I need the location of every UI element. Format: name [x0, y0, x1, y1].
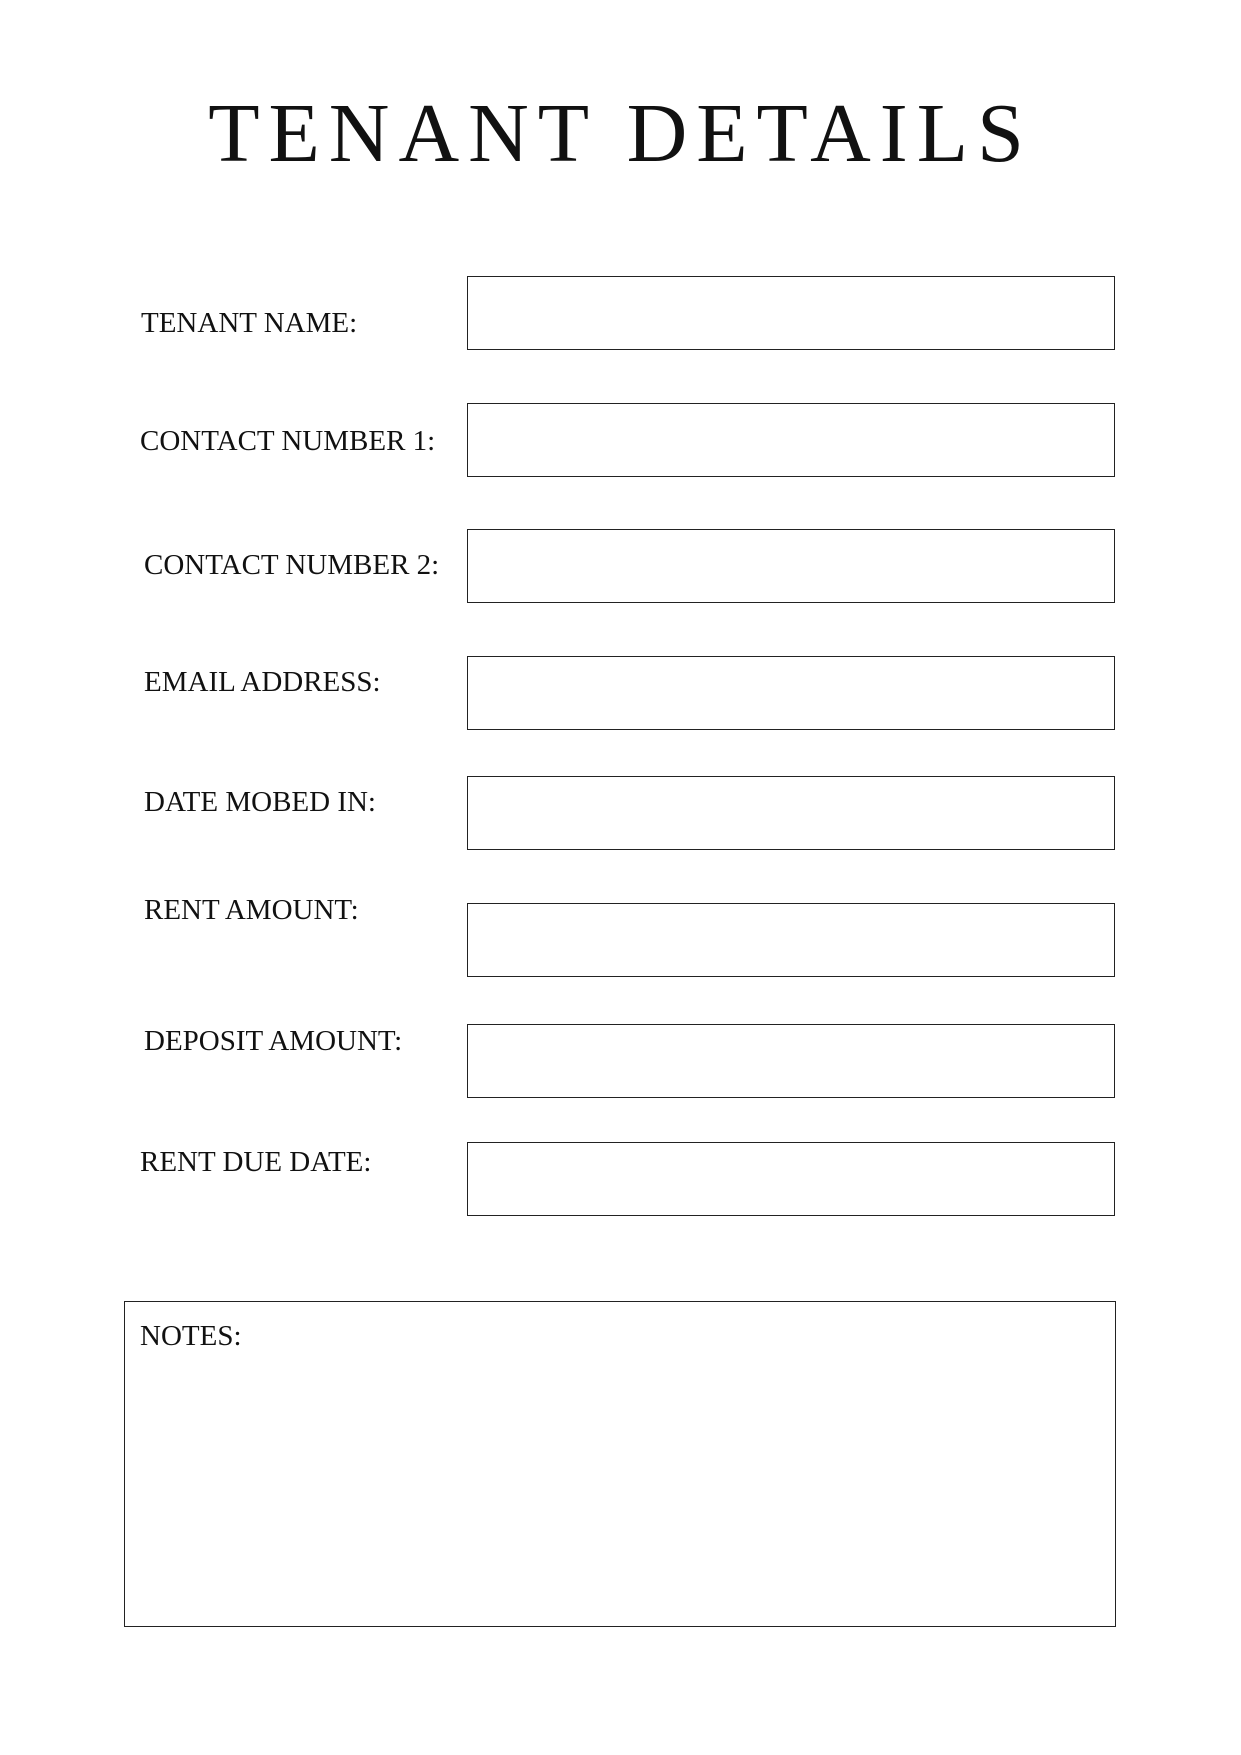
- rent-due-date-field[interactable]: [467, 1142, 1115, 1216]
- rent-amount-field[interactable]: [467, 903, 1115, 977]
- rent-due-date-label: RENT DUE DATE:: [140, 1146, 372, 1178]
- date-moved-in-field[interactable]: [467, 776, 1115, 850]
- deposit-amount-label: DEPOSIT AMOUNT:: [144, 1025, 403, 1057]
- date-moved-in-label: DATE MOBED IN:: [144, 786, 376, 818]
- tenant-name-field[interactable]: [467, 276, 1115, 350]
- deposit-amount-field[interactable]: [467, 1024, 1115, 1098]
- email-address-label: EMAIL ADDRESS:: [144, 666, 381, 698]
- contact-number-1-field[interactable]: [467, 403, 1115, 477]
- tenant-name-label: TENANT NAME:: [141, 307, 358, 339]
- contact-number-2-field[interactable]: [467, 529, 1115, 603]
- notes-field[interactable]: [124, 1301, 1116, 1627]
- contact-number-1-label: CONTACT NUMBER 1:: [140, 425, 436, 457]
- page-title: TENANT DETAILS: [208, 87, 1033, 180]
- rent-amount-label: RENT AMOUNT:: [144, 894, 359, 926]
- notes-label: NOTES:: [140, 1320, 242, 1352]
- email-address-field[interactable]: [467, 656, 1115, 730]
- contact-number-2-label: CONTACT NUMBER 2:: [144, 549, 440, 581]
